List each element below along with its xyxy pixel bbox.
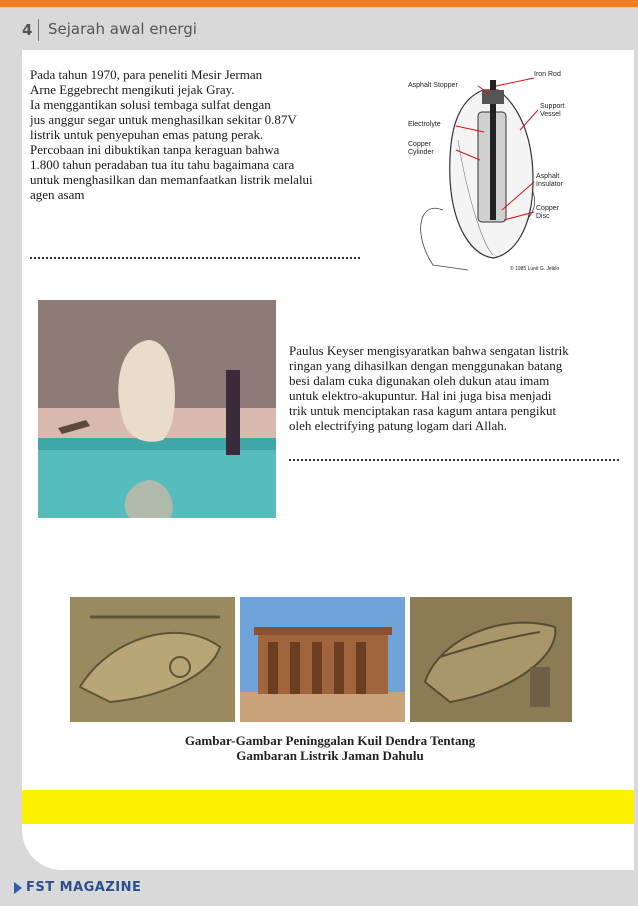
label-asphalt-insulator	[536, 173, 564, 188]
label-copper-cylinder-l1: Copper	[408, 141, 431, 148]
page-header	[0, 7, 638, 50]
label-copper-cylinder-l2: Cylinder	[408, 149, 434, 156]
label-support-vessel-l2: Vessel	[540, 111, 561, 118]
label-copper-cylinder	[408, 141, 434, 156]
dendera-temple-photo	[240, 597, 405, 722]
play-arrow-icon	[14, 882, 22, 894]
page-number: 4	[22, 21, 33, 39]
figure-caption: Gambar-Gambar Peninggalan Kuil Dendra Tentang Gambaran Listrik Jaman Dahulu	[184, 733, 476, 763]
jar-photo-image	[38, 300, 276, 518]
battery-diagram	[398, 60, 565, 274]
temple-relief-photo-1	[70, 597, 235, 722]
header-divider	[38, 19, 39, 41]
asphalt-stopper-shape	[482, 90, 504, 104]
label-asphalt-insulator-l1: Asphalt	[536, 173, 560, 180]
footer	[14, 880, 141, 895]
label-iron-rod: Iron Rod	[534, 71, 561, 78]
temple-relief-photo-2	[410, 597, 572, 722]
label-support-vessel-l1: Support	[540, 103, 565, 110]
label-copper-disc-l1: Copper	[536, 205, 559, 212]
highlight-bar	[22, 790, 634, 824]
top-accent-bar	[0, 0, 638, 7]
label-asphalt-insulator-l2: Insulator	[536, 181, 563, 188]
paragraph-eggebrecht: Pada tahun 1970, para peneliti Mesir Jerman Arne Eggebrecht mengikuti jejak Gray. Ia menggantikan solusi tembaga sulfat dengan jus anggur segar untuk menghasilkan sekitar 0.87V listrik untuk penyepuhan emas patung perak. Percobaan ini dibuktikan tanpa keraguan bahwa 1.800 tahun peradaban tua itu tahu bagaimana cara untuk menghasilkan dan memanfaatkan listrik melalui agen asam	[30, 67, 313, 202]
dotted-divider	[289, 459, 619, 461]
label-copper-disc-l2: Disc	[536, 213, 550, 220]
dotted-divider	[30, 257, 360, 259]
section-title: Sejarah awal energi	[48, 20, 197, 38]
paragraph-keyser: Paulus Keyser mengisyaratkan bahwa sengatan listrik ringan yang dihasilkan dengan menggunakan batang besi dalam cuka digunakan oleh dukun atau imam untuk elektro-akupuntur. Hal ini juga bisa menjadi trik untuk menciptakan rasa kagum antara pengikut oleh electrifying patung logam dari Allah.	[289, 343, 569, 433]
label-electrolyte: Electrolyte	[408, 121, 441, 128]
label-asphalt-stopper: Asphalt Stopper	[408, 82, 458, 89]
diagram-copyright: © 1985 Lunit G. Jeiklo	[510, 266, 560, 272]
magazine-name: FST MAGAZINE	[26, 880, 142, 895]
jar-photo	[38, 300, 276, 518]
label-copper-disc	[536, 205, 561, 220]
